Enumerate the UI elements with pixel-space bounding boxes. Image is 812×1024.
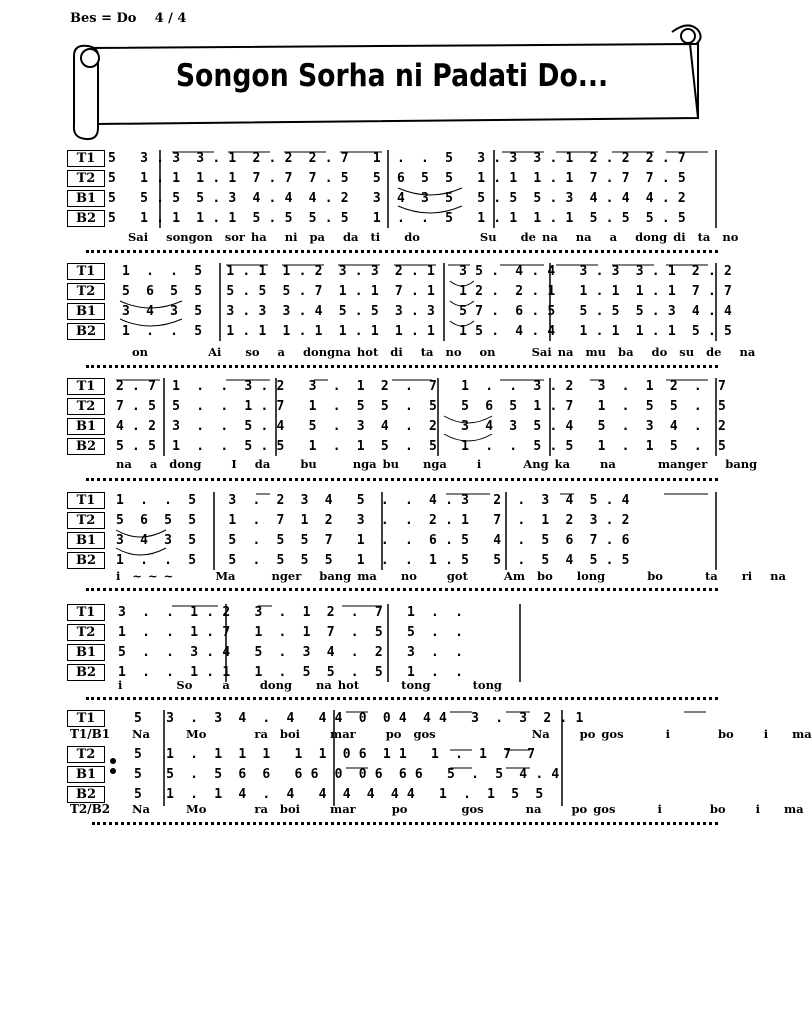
lyrics-line: na a dong I da bu nga bu nga i Ang ka na manger bang (116, 457, 758, 471)
part-label: T1 (67, 150, 105, 167)
part-label: T2 (67, 512, 105, 529)
lyrics-line: i ~ ~ ~ Ma nger bang ma no got Am bo long bo ta ri na (116, 569, 786, 583)
system-divider (92, 822, 718, 825)
part-notes: 7 . 5 5 . . 1 . 7 1 . 5 5 . 5 5 6 5 1 . 7 1 . 5 5 . 5 (116, 399, 727, 414)
part-notes: 1 . . 5 3 . 2 3 4 5 . . 4 . 3 2 . 3 4 5 . 4 (116, 493, 630, 508)
part-label: B2 (67, 786, 105, 803)
part-label: B2 (67, 323, 105, 340)
part-label: B1 (67, 418, 105, 435)
lyric-part-label: T1/B1 (70, 727, 111, 741)
part-notes: 1 . . 1 . 7 1 . 1 7 . 5 5 . . (118, 625, 464, 640)
part-notes: 3 . . 1 . 2 3 . 1 2 . 7 1 . . (118, 605, 464, 620)
part-label: T1 (67, 378, 105, 395)
part-label: B1 (67, 532, 105, 549)
part-label: B2 (67, 210, 105, 227)
system-divider (86, 478, 718, 481)
part-notes: 4 . 2 3 . . 5 . 4 5 . 3 4 . 2 3 4 3 5 . 4 5 . 3 4 . 2 (116, 419, 727, 434)
part-label: B1 (67, 766, 105, 783)
part-label: B2 (67, 664, 105, 681)
part-label: B2 (67, 552, 105, 569)
system-divider (86, 697, 718, 700)
part-notes: 5 . 5 1 . . 5 . 5 1 . 1 5 . 5 1 . . 5 . 5 1 . 1 5 . 5 (116, 439, 727, 454)
system-divider (86, 365, 718, 368)
part-notes: 5 5 . 5 6 6 6 6 0 0 6 6 6 5 . 5 4 . 4 (134, 767, 560, 782)
part-label: T1 (67, 492, 105, 509)
part-notes: 2 . 7 1 . . 3 . 2 3 . 1 2 . 7 1 . . 3 . 2 3 . 1 2 . 7 (116, 379, 727, 394)
part-notes: 1 . . 5 1 . 1 1 . 2 3 . 3 2 . 1 3 5 . 4 . 4 3 . 3 3 . 1 2 . 2 (122, 264, 733, 279)
part-notes: 5 6 5 5 5 . 5 5 . 7 1 . 1 7 . 1 1 2 . 2 . 1 1 . 1 1 . 1 7 . 7 (122, 284, 733, 299)
lyrics-line: Sai songon sor ha ni pa da ti do Su de na na a dong di ta no (128, 230, 739, 244)
part-notes: 5 5 . 5 5 . 3 4 . 4 4 . 2 3 4 3 5 5 . 5 5 . 3 4 . 4 4 . 2 (108, 191, 686, 206)
part-notes: 3 4 3 5 3 . 3 3 . 4 5 . 5 3 . 3 5 7 . 6 . 5 5 . 5 5 . 3 4 . 4 (122, 304, 733, 319)
part-notes: 5 1 . 1 4 . 4 4 4 4 4 4 1 . 1 5 5 (134, 787, 544, 802)
part-label: T2 (67, 398, 105, 415)
lyrics-line: Na Mo ra boi mar po gos na po gos i bo i ma (132, 802, 804, 816)
part-notes: 1 . . 5 1 . 1 1 . 1 1 . 1 1 . 1 1 5 . 4 . 4 1 . 1 1 . 1 5 . 5 (122, 324, 733, 339)
part-label: B1 (67, 644, 105, 661)
lyrics-line: Na Mo ra boi mar po gos Na po gos i bo i ma (132, 727, 812, 741)
part-label: T1 (67, 710, 105, 727)
part-notes: 5 . . 3 . 4 5 . 3 4 . 2 3 . . (118, 645, 464, 660)
part-label: T1 (67, 263, 105, 280)
lyric-part-label: T2/B2 (70, 802, 111, 816)
part-notes: 1 . . 5 5 . 5 5 5 1 . . 1 . 5 5 . 5 4 5 . 5 (116, 553, 630, 568)
part-notes: 5 1 . 1 1 . 1 5 . 5 5 . 5 1 . . 5 1 . 1 1 . 1 5 . 5 5 . 5 (108, 211, 686, 226)
part-label: T1 (67, 604, 105, 621)
repeat-sign-icon (110, 758, 118, 778)
part-label: B2 (67, 438, 105, 455)
part-label: B1 (67, 303, 105, 320)
lyrics-line: on Ai so a dongna hot di ta no on Sai na mu ba do su de na (120, 345, 756, 359)
part-label: B1 (67, 190, 105, 207)
system-divider (86, 588, 718, 591)
part-label: T2 (67, 283, 105, 300)
system-divider (86, 250, 718, 253)
part-label: T2 (67, 170, 105, 187)
part-label: T2 (67, 624, 105, 641)
lyrics-line: i So a dong na hot tong tong (118, 678, 502, 692)
key-signature: Bes = Do 4 / 4 (70, 11, 187, 26)
part-notes: 3 4 3 5 5 . 5 5 7 1 . . 6 . 5 4 . 5 6 7 . 6 (116, 533, 630, 548)
part-notes: 1 . . 1 . 1 1 . 5 5 . 5 1 . . (118, 665, 464, 680)
part-notes: 5 6 5 5 1 . 7 1 2 3 . . 2 . 1 7 . 1 2 3 . 2 (116, 513, 630, 528)
song-title: Songon Sorha ni Padati Do... (175, 58, 609, 94)
part-notes: 5 1 . 1 1 . 1 7 . 7 7 . 5 5 6 5 5 1 . 1 1 . 1 7 . 7 7 . 5 (108, 171, 686, 186)
part-notes: 5 3 . 3 3 . 1 2 . 2 2 . 7 1 . . 5 3 . 3 3 . 1 2 . 2 2 . 7 (108, 151, 686, 166)
part-notes: 5 1 . 1 1 1 1 1 0 6 1 1 1 . 1 7 7 (134, 747, 536, 762)
part-label: T2 (67, 746, 105, 763)
part-notes: 5 3 . 3 4 . 4 4 4 0 0 4 4 4 3 . 3 2 . 1 (134, 711, 584, 726)
